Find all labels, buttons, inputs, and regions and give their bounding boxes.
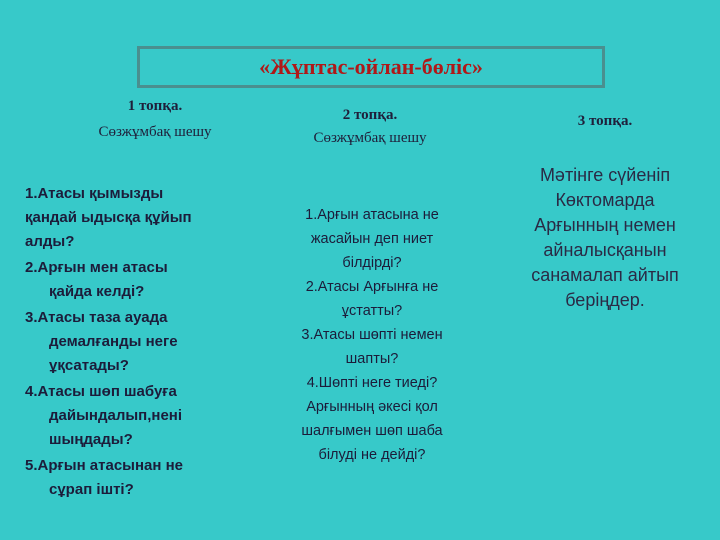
slide-title-text: «Жұптас-ойлан-бөліс» [259,54,483,79]
question-line: білдірді? [342,255,402,271]
question-line: 1.Атасы қымызды [25,185,164,202]
question-line: сұрап ішті? [49,481,134,498]
question-item [25,182,250,254]
question-item [25,306,250,378]
group-3-name: 3 топқа. [577,113,633,129]
question-line: қайда келді? [49,283,145,300]
group-1-header [40,93,270,145]
question-item [25,256,250,304]
question-line: шыңдады? [49,431,133,448]
question-line: ұстатты? [341,303,403,319]
group-2-name: 2 топқа. [342,107,398,123]
task-line: Көктомарда [555,190,655,210]
group-3-header [510,108,700,134]
slide-title [137,46,605,88]
task-line: айналысқанын [543,240,667,260]
question-line: демалғанды неге [49,333,178,350]
question-line: 3.Атасы шөпті немен [301,327,443,343]
question-line: қандай ыдысқа құйып [25,209,192,226]
question-line: білуді не дейді? [318,447,426,463]
question-line: 3.Атасы таза ауада [25,309,168,326]
question-item [25,454,250,502]
question-line: 4.Атасы шөп шабуға [25,383,177,400]
task-line: беріңдер. [565,290,645,310]
task-line: Мәтінге сүйеніп [539,165,671,185]
task-line: Арғынның немен [534,215,676,235]
group-2-task: Сөзжұмбақ шешу [313,130,427,146]
group-2-header [265,104,475,150]
question-line: ұқсатады? [49,357,129,374]
question-item [25,380,250,452]
task-line: санамалап айтып [531,265,679,285]
question-line: 1.Арғын атасына не [305,207,439,223]
question-line: алды? [25,233,75,250]
question-line: жасайын деп ниет [310,231,434,247]
question-line: 2.Атасы Арғынға не [305,279,439,295]
question-line: 4.Шөпті неге тиеді? [306,375,438,391]
question-line: дайындалып,нені [49,407,183,424]
group-1-task: Сөзжұмбақ шешу [98,124,212,140]
group-2-questions [272,203,472,467]
question-line: 5.Арғын атасынан не [25,457,184,474]
question-line: Арғынның әкесі қол [306,399,438,415]
group-1-name: 1 топқа. [127,98,183,114]
question-line: 2.Арғын мен атасы [25,259,168,276]
question-line: шалғымен шөп шаба [301,423,443,439]
group-1-questions [25,182,250,504]
question-line: шапты? [345,351,399,367]
group-3-task [505,163,705,313]
